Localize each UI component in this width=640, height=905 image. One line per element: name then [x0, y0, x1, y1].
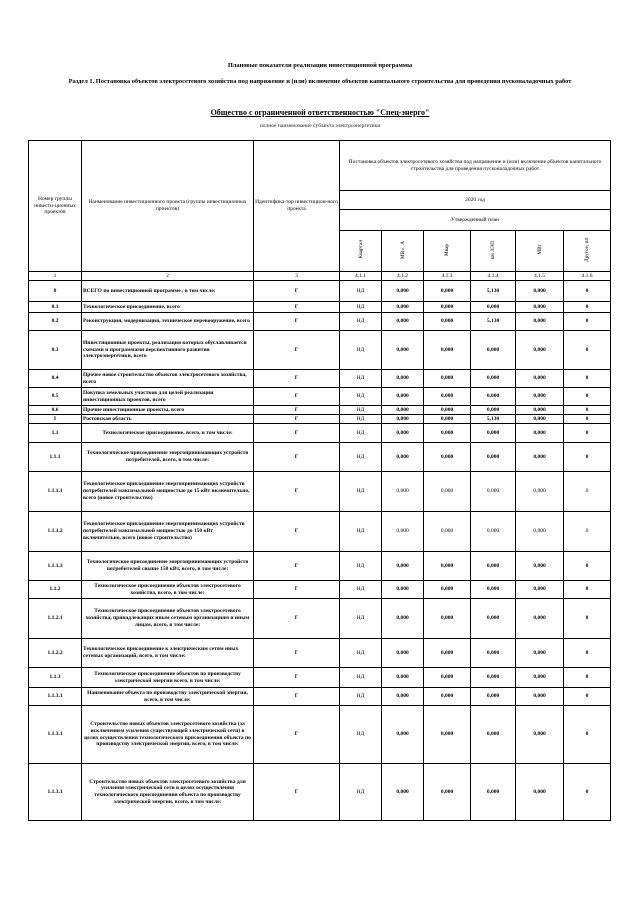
row-number: 0.6 [29, 406, 82, 415]
row-value: 0,000 [382, 668, 424, 688]
header-identifier: Идентифика-тор инвестицион-ного проекта [254, 141, 340, 272]
row-value: 0,000 [382, 552, 424, 581]
row-value: 0,000 [516, 443, 564, 472]
row-value: 0,000 [516, 331, 564, 370]
row-value: 0,000 [471, 406, 516, 415]
row-value: 0,000 [382, 302, 424, 313]
row-quarter: НД [340, 764, 382, 821]
row-value: 0,000 [382, 281, 424, 302]
header-block-title: Постановка объектов электросетевого хозяйства под напряжение и (или) включение объектов капитального строительства для проведения пусконаладочных работ [340, 141, 611, 191]
row-value: 0,000 [424, 512, 471, 552]
row-quarter: НД [340, 424, 382, 443]
row-number: 1.1.2 [29, 581, 82, 599]
table-row [29, 552, 611, 581]
row-number: 0.1 [29, 302, 82, 313]
header-unit-other: Другое, шт [564, 231, 611, 272]
row-quarter: НД [340, 313, 382, 331]
row-identifier: Г [254, 552, 340, 581]
row-value: 0,000 [424, 639, 471, 668]
row-quarter: НД [340, 512, 382, 552]
row-number: 0.3 [29, 331, 82, 370]
row-value: 0,000 [424, 388, 471, 406]
row-value: 0,000 [382, 706, 424, 764]
row-value: 0,000 [382, 313, 424, 331]
header-unit-mw: МВт [516, 231, 564, 272]
row-value: 0,000 [471, 370, 516, 388]
row-value: 0,000 [424, 281, 471, 302]
row-number: 0.2 [29, 313, 82, 331]
row-value: 0,000 [424, 599, 471, 639]
row-value: 0,000 [516, 639, 564, 668]
table-row [29, 302, 611, 313]
organization-caption: полное наименование субъекта электроэнергетики [259, 123, 381, 129]
row-quarter: НД [340, 639, 382, 668]
row-quarter: НД [340, 281, 382, 302]
column-number: 4.1.2 [382, 272, 424, 281]
row-value: 0,000 [471, 764, 516, 821]
row-value: 0,000 [471, 668, 516, 688]
row-project-name: ВСЕГО по инвестиционной программе , в том числе: [82, 281, 254, 302]
row-value: 0,000 [382, 415, 424, 424]
row-value: 0,000 [382, 581, 424, 599]
row-value: 0,000 [424, 313, 471, 331]
row-value: 0,000 [382, 331, 424, 370]
column-numbers-row [29, 272, 611, 281]
organization-name: Общество с ограниченной ответственностью "Спец-энерго" [210, 108, 430, 117]
table-row [29, 472, 611, 512]
column-number: 4.1.5 [516, 272, 564, 281]
row-value: 0,000 [382, 599, 424, 639]
row-value: 0,000 [471, 599, 516, 639]
row-value: 0 [564, 599, 611, 639]
row-number: 1.1.1.2 [29, 512, 82, 552]
row-value: 0,000 [471, 581, 516, 599]
row-value: 0,000 [424, 764, 471, 821]
column-number: 2 [82, 272, 254, 281]
row-project-name: Технологическое присоединение энергопринимающих устройств потребителей максимальной мощностью до 15 кВт включительно, всего (новое строительство) [82, 472, 254, 512]
row-project-name: Ростовская область [82, 415, 254, 424]
row-identifier: Г [254, 281, 340, 302]
row-project-name: Технологическое присоединение объектов электросетевого хозяйства, всего, в том числе: [82, 581, 254, 599]
row-value: 0 [564, 706, 611, 764]
row-value: 0 [564, 302, 611, 313]
row-quarter: НД [340, 415, 382, 424]
header-plan: Утвержденный план [340, 210, 611, 231]
row-value: 0 [564, 313, 611, 331]
row-value: 0 [564, 415, 611, 424]
row-value: 0,000 [516, 281, 564, 302]
row-value: 0 [564, 668, 611, 688]
row-value: 0,000 [516, 370, 564, 388]
header-unit-km: км ЛЭП [471, 231, 516, 272]
row-value: 0,000 [471, 443, 516, 472]
row-value: 0,000 [471, 512, 516, 552]
row-project-name: Технологическое присоединение объектов электросетевого хозяйства, принадлежащих иным сетевым организациям и иным лицам, всего, в том числе: [82, 599, 254, 639]
row-value: 0,000 [516, 313, 564, 331]
table-row [29, 370, 611, 388]
row-identifier: Г [254, 668, 340, 688]
row-value: 5,130 [471, 415, 516, 424]
row-number: I [29, 415, 82, 424]
row-number: 0 [29, 281, 82, 302]
table-row [29, 443, 611, 472]
header-unit-mvar: Мвар [424, 231, 471, 272]
row-number: 1.1.1 [29, 443, 82, 472]
row-value: 0 [564, 639, 611, 668]
investment-table [28, 140, 611, 821]
row-value: 0,000 [516, 706, 564, 764]
row-number: 1.1.3 [29, 668, 82, 688]
row-value: 0 [564, 688, 611, 706]
header-project-name: Наименование инвестиционного проекта (группы инвестиционных проектов) [82, 141, 254, 272]
document-title: Плановые показатели реализации инвестиционной программы [227, 62, 413, 69]
row-identifier: Г [254, 406, 340, 415]
row-project-name: Технологическое присоединение к электрическим сетям иных сетевых организаций, всего, в том числе: [82, 639, 254, 668]
table-row [29, 688, 611, 706]
row-identifier: Г [254, 639, 340, 668]
table-row [29, 331, 611, 370]
row-project-name: Строительство новых объектов электросетевого хозяйства (за исключением усиления существующей электрической сети) в целях осуществления технологического присоединения объекта по производству электрической энергии, всего, в том числе: [82, 706, 254, 764]
row-project-name: Прочее новое строительство объектов электросетевого хозяйства, всего [82, 370, 254, 388]
row-value: 0,000 [382, 512, 424, 552]
row-value: 0,000 [516, 415, 564, 424]
row-project-name: Технологическое присоединение энергопринимающих устройств потребителей, всего, в том числе: [82, 443, 254, 472]
section-title: Раздел 1. Постановка объектов электросетевого хозяйства под напряжение и (или) включение объектов капитального строительства для проведения пусконаладочных работ [68, 78, 572, 85]
row-project-name: Технологическое присоединение энергопринимающих устройств потребителей максимальной мощностью до 150 кВт включительно, всего (новое строительство) [82, 512, 254, 552]
row-quarter: НД [340, 443, 382, 472]
column-number: 1 [29, 272, 82, 281]
row-value: 0 [564, 406, 611, 415]
row-value: 0,000 [471, 424, 516, 443]
row-value: 0,000 [516, 599, 564, 639]
row-identifier: Г [254, 370, 340, 388]
row-value: 0,000 [424, 472, 471, 512]
row-number: 1.1.3.1 [29, 764, 82, 821]
row-value: 0,000 [516, 472, 564, 512]
row-value: 0 [564, 552, 611, 581]
header-group-number: Номер группы инвести-ционных проектов [29, 141, 82, 272]
table-row [29, 706, 611, 764]
row-value: 0 [564, 472, 611, 512]
row-value: 0,000 [471, 706, 516, 764]
row-value: 0,000 [424, 552, 471, 581]
column-number: 4.1.4 [471, 272, 516, 281]
row-quarter: НД [340, 668, 382, 688]
row-value: 0,000 [382, 764, 424, 821]
table-row [29, 581, 611, 599]
row-value: 0,000 [424, 331, 471, 370]
row-project-name: Технологическое присоединение, всего, в том числе: [82, 424, 254, 443]
row-identifier: Г [254, 764, 340, 821]
row-value: 0,000 [471, 552, 516, 581]
row-identifier: Г [254, 688, 340, 706]
row-value: 0,000 [382, 472, 424, 512]
row-value: 0,000 [471, 302, 516, 313]
row-project-name: Прочие инвестиционные проекты, всего [82, 406, 254, 415]
row-value: 0,000 [516, 581, 564, 599]
row-value: 0,000 [471, 639, 516, 668]
table-row [29, 512, 611, 552]
row-value: 0,000 [382, 424, 424, 443]
row-value: 0,000 [424, 668, 471, 688]
row-value: 0,000 [471, 688, 516, 706]
table-row [29, 406, 611, 415]
row-quarter: НД [340, 552, 382, 581]
row-number: 1.1 [29, 424, 82, 443]
row-value: 0,000 [424, 443, 471, 472]
row-value: 0 [564, 424, 611, 443]
row-identifier: Г [254, 472, 340, 512]
row-number: 1.1.3.1 [29, 706, 82, 764]
row-value: 0,000 [382, 688, 424, 706]
row-project-name: Инвестиционные проекты, реализация которых обуславливается схемами и программами перспективного развития электроэнергетики, всего [82, 331, 254, 370]
table-row [29, 639, 611, 668]
row-value: 0,000 [424, 688, 471, 706]
row-quarter: НД [340, 599, 382, 639]
row-value: 0,000 [516, 764, 564, 821]
row-value: 0,000 [516, 668, 564, 688]
row-identifier: Г [254, 415, 340, 424]
column-number: 3 [254, 272, 340, 281]
row-project-name: Реконструкция, модернизация, техническое перевооружение, всего [82, 313, 254, 331]
table-row [29, 281, 611, 302]
column-number: 4.1.1 [340, 272, 382, 281]
row-value: 5,130 [471, 281, 516, 302]
row-identifier: Г [254, 302, 340, 313]
row-number: 0.4 [29, 370, 82, 388]
row-project-name: Строительство новых объектов электросетевого хозяйства для усиления электрической сети в целях осуществления технологического присоединения объекта по производству электрической энергии, всего, в том числе: [82, 764, 254, 821]
row-identifier: Г [254, 599, 340, 639]
row-value: 0 [564, 331, 611, 370]
header-year: 2020 год [340, 191, 611, 210]
row-identifier: Г [254, 313, 340, 331]
row-value: 0,000 [424, 370, 471, 388]
row-quarter: НД [340, 706, 382, 764]
row-quarter: НД [340, 688, 382, 706]
row-identifier: Г [254, 331, 340, 370]
row-value: 0,000 [424, 302, 471, 313]
row-project-name: Покупка земельных участков для целей реализации инвестиционных проектов, всего [82, 388, 254, 406]
row-value: 0,000 [516, 302, 564, 313]
row-value: 0 [564, 370, 611, 388]
row-value: 0 [564, 581, 611, 599]
row-identifier: Г [254, 424, 340, 443]
header-unit-quarter: Квартал [340, 231, 382, 272]
row-value: 0,000 [424, 406, 471, 415]
row-quarter: НД [340, 388, 382, 406]
column-number: 4.1.6 [564, 272, 611, 281]
row-number: 1.1.2.1 [29, 599, 82, 639]
row-value: 0,000 [516, 424, 564, 443]
row-value: 0 [564, 388, 611, 406]
row-project-name: Технологическое присоединение объектов по производству электрической энергии всего, в том числе: [82, 668, 254, 688]
table-row [29, 599, 611, 639]
row-quarter: НД [340, 331, 382, 370]
row-value: 0,000 [471, 472, 516, 512]
column-number: 4.1.3 [424, 272, 471, 281]
row-value: 0,000 [516, 688, 564, 706]
row-value: 0,000 [424, 706, 471, 764]
row-value: 0 [564, 443, 611, 472]
row-value: 0,000 [382, 370, 424, 388]
table-row [29, 764, 611, 821]
row-quarter: НД [340, 406, 382, 415]
row-value: 0,000 [516, 512, 564, 552]
row-value: 0,000 [516, 388, 564, 406]
table-row [29, 668, 611, 688]
row-identifier: Г [254, 581, 340, 599]
row-quarter: НД [340, 472, 382, 512]
row-value: 0,000 [382, 406, 424, 415]
row-quarter: НД [340, 370, 382, 388]
row-number: 1.1.1.1 [29, 472, 82, 512]
row-value: 0,000 [516, 406, 564, 415]
row-number: 1.1.1.3 [29, 552, 82, 581]
row-value: 0,000 [471, 331, 516, 370]
table-row [29, 313, 611, 331]
row-value: 0 [564, 281, 611, 302]
row-value: 0,000 [471, 388, 516, 406]
row-number: 0.5 [29, 388, 82, 406]
row-value: 0 [564, 764, 611, 821]
row-project-name: Наименование объекта по производству электрической энергии, всего, в том числе: [82, 688, 254, 706]
row-identifier: Г [254, 388, 340, 406]
row-quarter: НД [340, 302, 382, 313]
row-value: 0 [564, 512, 611, 552]
table-row [29, 424, 611, 443]
row-project-name: Технологическое присоединение энергопринимающих устройств потребителей свыше 150 кВт, всего, в том числе: [82, 552, 254, 581]
table-row [29, 415, 611, 424]
row-value: 0,000 [424, 424, 471, 443]
row-identifier: Г [254, 443, 340, 472]
row-identifier: Г [254, 512, 340, 552]
row-quarter: НД [340, 581, 382, 599]
row-value: 0,000 [424, 415, 471, 424]
row-value: 0,000 [382, 639, 424, 668]
row-value: 0,000 [382, 443, 424, 472]
table-row [29, 388, 611, 406]
row-number: 1.1.3.1 [29, 688, 82, 706]
row-project-name: Технологическое присоединение, всего [82, 302, 254, 313]
row-value: 0,000 [424, 581, 471, 599]
row-value: 0,000 [382, 388, 424, 406]
header-unit-mva: МВ×А [382, 231, 424, 272]
row-number: 1.1.2.2 [29, 639, 82, 668]
row-value: 5,130 [471, 313, 516, 331]
row-identifier: Г [254, 706, 340, 764]
row-value: 0,000 [516, 552, 564, 581]
